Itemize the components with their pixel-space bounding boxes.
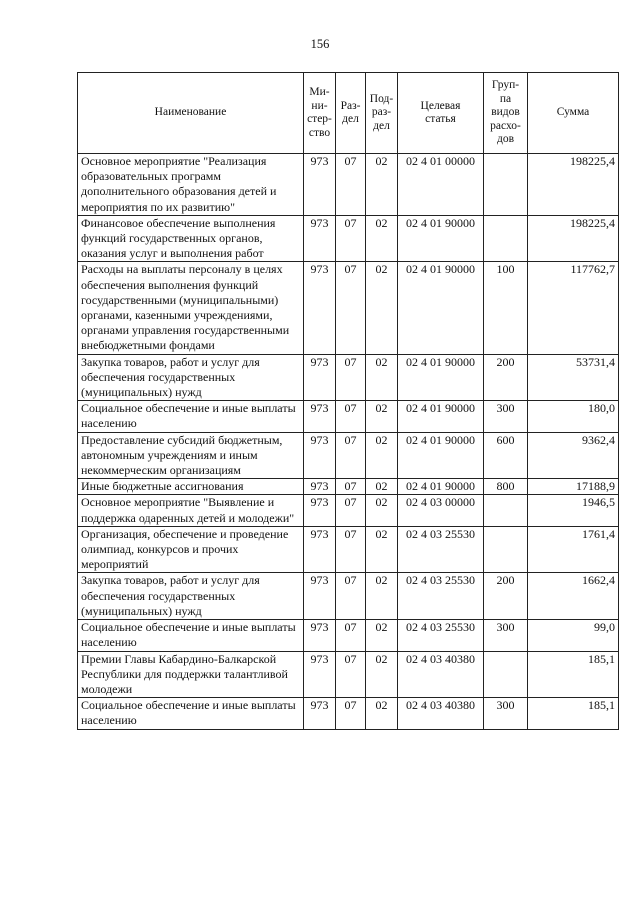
cell-target: 02 4 03 25530 xyxy=(398,573,484,620)
cell-amount: 185,1 xyxy=(528,698,619,729)
cell-amount: 180,0 xyxy=(528,401,619,432)
cell-name: Основное мероприятие "Реализация образовательных программ дополнительного образования детей и мероприятия по их развитию" xyxy=(78,154,304,216)
cell-ministry: 973 xyxy=(304,432,336,479)
table-row xyxy=(78,401,619,432)
cell-target: 02 4 01 90000 xyxy=(398,354,484,401)
header-section: Раз- дел xyxy=(336,73,366,154)
cell-subsection: 02 xyxy=(366,651,398,698)
cell-section: 07 xyxy=(336,698,366,729)
cell-subsection: 02 xyxy=(366,432,398,479)
cell-name: Закупка товаров, работ и услуг для обеспечения государственных (муниципальных) нужд xyxy=(78,573,304,620)
cell-ministry: 973 xyxy=(304,479,336,495)
cell-subsection: 02 xyxy=(366,698,398,729)
cell-subsection: 02 xyxy=(366,526,398,573)
cell-section: 07 xyxy=(336,401,366,432)
header-expense-group: Груп- па видов расхо- дов xyxy=(484,73,528,154)
cell-expense-group: 200 xyxy=(484,573,528,620)
cell-name: Премии Главы Кабардино-Балкарской Республики для поддержки талантливой молодежи xyxy=(78,651,304,698)
table-body xyxy=(78,154,619,730)
cell-target: 02 4 03 00000 xyxy=(398,495,484,526)
cell-subsection: 02 xyxy=(366,573,398,620)
cell-name: Расходы на выплаты персоналу в целях обеспечения выполнения функций государственными (муниципальными) органами, казенными учреждениями, органами управления государственными внебюджетными фондами xyxy=(78,262,304,354)
cell-amount: 1946,5 xyxy=(528,495,619,526)
cell-expense-group: 200 xyxy=(484,354,528,401)
cell-subsection: 02 xyxy=(366,154,398,216)
cell-amount: 9362,4 xyxy=(528,432,619,479)
table-row xyxy=(78,215,619,262)
cell-amount: 198225,4 xyxy=(528,215,619,262)
cell-amount: 1761,4 xyxy=(528,526,619,573)
header-row xyxy=(78,73,619,154)
cell-expense-group: 300 xyxy=(484,698,528,729)
cell-target: 02 4 03 25530 xyxy=(398,526,484,573)
cell-target: 02 4 01 90000 xyxy=(398,215,484,262)
cell-subsection: 02 xyxy=(366,620,398,651)
cell-section: 07 xyxy=(336,479,366,495)
cell-ministry: 973 xyxy=(304,401,336,432)
cell-name: Предоставление субсидий бюджетным, автономным учреждениям и иным некоммерческим организациям xyxy=(78,432,304,479)
cell-expense-group xyxy=(484,495,528,526)
cell-subsection: 02 xyxy=(366,495,398,526)
cell-section: 07 xyxy=(336,262,366,354)
table-row xyxy=(78,154,619,216)
cell-name: Финансовое обеспечение выполнения функций государственных органов, оказания услуг и выполнения работ xyxy=(78,215,304,262)
cell-amount: 1662,4 xyxy=(528,573,619,620)
cell-target: 02 4 03 40380 xyxy=(398,698,484,729)
cell-subsection: 02 xyxy=(366,479,398,495)
budget-table xyxy=(77,72,619,730)
header-ministry: Ми- ни- стер- ство xyxy=(304,73,336,154)
cell-name: Социальное обеспечение и иные выплаты населению xyxy=(78,698,304,729)
header-amount: Сумма xyxy=(528,73,619,154)
cell-subsection: 02 xyxy=(366,401,398,432)
cell-expense-group: 800 xyxy=(484,479,528,495)
cell-target: 02 4 01 00000 xyxy=(398,154,484,216)
cell-target: 02 4 01 90000 xyxy=(398,262,484,354)
table-row xyxy=(78,479,619,495)
cell-expense-group xyxy=(484,215,528,262)
cell-section: 07 xyxy=(336,573,366,620)
cell-subsection: 02 xyxy=(366,215,398,262)
cell-expense-group: 300 xyxy=(484,401,528,432)
cell-ministry: 973 xyxy=(304,215,336,262)
cell-expense-group xyxy=(484,154,528,216)
table-row xyxy=(78,495,619,526)
page-number: 156 xyxy=(310,37,330,51)
cell-expense-group xyxy=(484,526,528,573)
cell-section: 07 xyxy=(336,495,366,526)
cell-name: Основное мероприятие "Выявление и поддержка одаренных детей и молодежи" xyxy=(78,495,304,526)
table-row xyxy=(78,651,619,698)
cell-section: 07 xyxy=(336,354,366,401)
cell-subsection: 02 xyxy=(366,354,398,401)
cell-name: Социальное обеспечение и иные выплаты населению xyxy=(78,401,304,432)
cell-amount: 99,0 xyxy=(528,620,619,651)
table-row xyxy=(78,698,619,729)
cell-name: Закупка товаров, работ и услуг для обеспечения государственных (муниципальных) нужд xyxy=(78,354,304,401)
cell-amount: 185,1 xyxy=(528,651,619,698)
cell-subsection: 02 xyxy=(366,262,398,354)
cell-target: 02 4 01 90000 xyxy=(398,432,484,479)
header-target: Целевая статья xyxy=(398,73,484,154)
cell-section: 07 xyxy=(336,432,366,479)
cell-ministry: 973 xyxy=(304,495,336,526)
cell-ministry: 973 xyxy=(304,651,336,698)
cell-ministry: 973 xyxy=(304,526,336,573)
cell-amount: 198225,4 xyxy=(528,154,619,216)
cell-ministry: 973 xyxy=(304,154,336,216)
cell-amount: 53731,4 xyxy=(528,354,619,401)
cell-section: 07 xyxy=(336,526,366,573)
cell-target: 02 4 01 90000 xyxy=(398,479,484,495)
table-row xyxy=(78,262,619,354)
cell-ministry: 973 xyxy=(304,354,336,401)
header-name: Наименование xyxy=(78,73,304,154)
table-row xyxy=(78,432,619,479)
cell-target: 02 4 03 25530 xyxy=(398,620,484,651)
cell-ministry: 973 xyxy=(304,262,336,354)
table-row xyxy=(78,526,619,573)
table-row xyxy=(78,620,619,651)
cell-expense-group: 300 xyxy=(484,620,528,651)
cell-section: 07 xyxy=(336,215,366,262)
cell-expense-group xyxy=(484,651,528,698)
header-subsection: Под- раз- дел xyxy=(366,73,398,154)
cell-ministry: 973 xyxy=(304,620,336,651)
cell-target: 02 4 01 90000 xyxy=(398,401,484,432)
cell-name: Организация, обеспечение и проведение олимпиад, конкурсов и прочих мероприятий xyxy=(78,526,304,573)
cell-target: 02 4 03 40380 xyxy=(398,651,484,698)
cell-ministry: 973 xyxy=(304,573,336,620)
cell-amount: 17188,9 xyxy=(528,479,619,495)
cell-expense-group: 100 xyxy=(484,262,528,354)
cell-section: 07 xyxy=(336,651,366,698)
cell-section: 07 xyxy=(336,620,366,651)
cell-name: Иные бюджетные ассигнования xyxy=(78,479,304,495)
cell-expense-group: 600 xyxy=(484,432,528,479)
table-row xyxy=(78,354,619,401)
cell-name: Социальное обеспечение и иные выплаты населению xyxy=(78,620,304,651)
cell-amount: 117762,7 xyxy=(528,262,619,354)
cell-ministry: 973 xyxy=(304,698,336,729)
cell-section: 07 xyxy=(336,154,366,216)
table-row xyxy=(78,573,619,620)
